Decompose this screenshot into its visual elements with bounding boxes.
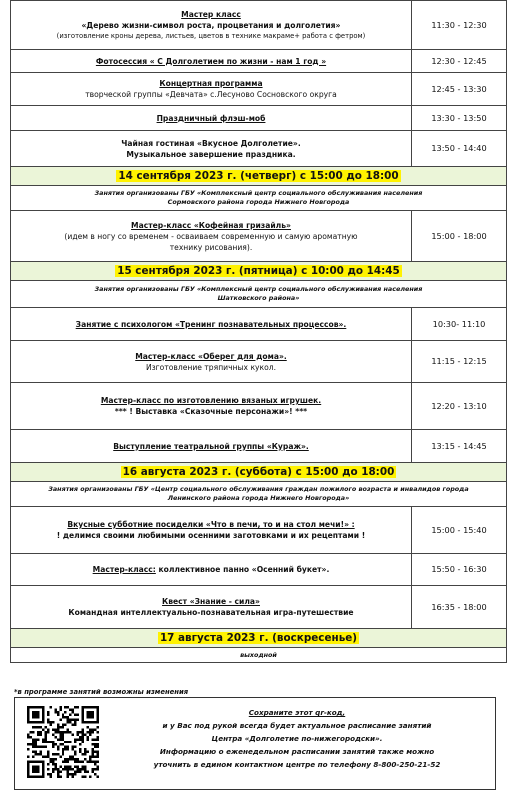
organizer-line: Занятия организованы ГБУ «Центр социального обслуживания граждан пожилого возраста и инвалидов города	[48, 485, 469, 493]
date-header	[11, 262, 507, 281]
event-line: Музыкальное завершение праздника.	[126, 149, 296, 159]
schedule-row	[11, 73, 507, 106]
date-label: 17 августа 2023 г. (воскресенье)	[159, 631, 358, 644]
event-line: Занятие с психологом «Тренинг познавательных процессов».	[75, 319, 347, 329]
event-line: Изготовление тряпичных кукол.	[145, 362, 277, 372]
schedule-row	[11, 211, 507, 262]
event-line: Выступление театральной группы «Кураж».	[113, 441, 309, 451]
qr-info-box	[14, 697, 496, 790]
organizer-row	[11, 482, 507, 507]
event-time: 13:15 - 14:45	[412, 430, 507, 463]
event-line: Фотосессия « С Долголетием по жизни - нам 1 год »	[95, 56, 327, 66]
schedule-row	[11, 106, 507, 131]
event-line: Мастер-класс «Оберег для дома».	[135, 351, 287, 361]
event-line: (изготовление кроны дерева, листьев, цветов в технике макраме+ работа с фетром)	[56, 31, 366, 40]
date-label: 16 августа 2023 г. (суббота) с 15:00 до 18:00	[122, 465, 395, 478]
event-time: 11:30 - 12:30	[412, 1, 507, 50]
event-line: техникy рисования).	[169, 242, 253, 252]
footer-line: Информацию о еженедельном расписании занятий также можно	[159, 747, 435, 756]
schedule-table	[10, 0, 507, 663]
schedule-row	[11, 586, 507, 629]
changes-note: *в программе занятий возможны изменения	[14, 688, 189, 696]
organizer-line: Ленинского района города Нижнего Новгорода»	[167, 494, 350, 502]
organizer-line: Занятия организованы ГБУ «Комплексный центр социального обслуживания населения	[94, 285, 423, 293]
organizer-row	[11, 281, 507, 308]
organizer-row	[11, 186, 507, 211]
footer-line: и у Вас под рукой всегда будет актуальное расписание занятий	[162, 721, 432, 730]
event-line: Мастер-класс по изготовлению вязаных игрушек.	[100, 396, 322, 405]
event-description	[11, 50, 412, 73]
event-time: 16:35 - 18:00	[412, 586, 507, 629]
event-description	[11, 383, 412, 430]
schedule-row	[11, 50, 507, 73]
event-line: Мастер-класс «Кофейная гризайль»	[131, 220, 291, 230]
schedule-row	[11, 131, 507, 167]
event-line: «Дерево жизни-символ роста, процветания и долголетия»	[81, 20, 341, 30]
date-header	[11, 629, 507, 648]
schedule-row	[11, 430, 507, 463]
event-line: Мастер-класс: коллективное панно «Осенний букет».	[92, 565, 330, 574]
schedule-row	[11, 554, 507, 586]
date-label: 15 сентября 2023 г. (пятница) с 10:00 до 14:45	[117, 264, 400, 277]
event-line: Концертная программа	[159, 79, 263, 88]
schedule-row	[11, 308, 507, 341]
event-time: 15:00 - 18:00	[412, 211, 507, 262]
event-description	[11, 341, 412, 383]
qr-info-text	[99, 698, 495, 789]
organizer-line: выходной	[240, 650, 277, 659]
event-description	[11, 73, 412, 106]
event-time: 12:45 - 13:30	[412, 73, 507, 106]
event-line: Мастер класс	[181, 9, 241, 19]
event-description	[11, 554, 412, 586]
event-description	[11, 507, 412, 554]
organizer-line: Сормовского района города Нижнего Новгорода	[167, 198, 350, 206]
event-time: 13:50 - 14:40	[412, 131, 507, 167]
event-time: 10:30- 11:10	[412, 308, 507, 341]
event-line: Чайная гостиная «Вкусное Долголетие».	[121, 138, 301, 148]
event-description	[11, 211, 412, 262]
qr-code-icon[interactable]	[27, 706, 99, 778]
event-time: 13:30 - 13:50	[412, 106, 507, 131]
schedule-row	[11, 341, 507, 383]
footer-line: Центра «Долголетие по-нижегородски».	[211, 734, 383, 743]
organizer-line: Занятия организованы ГБУ «Комплексный центр социального обслуживания населения	[94, 189, 423, 197]
event-description	[11, 106, 412, 131]
footer-line: уточнить в едином контактном центре по телефону 8-800-250-21-52	[153, 760, 441, 769]
date-header	[11, 463, 507, 482]
event-line: Праздничный флэш-моб	[156, 113, 266, 123]
footer-line: Сохраните этот qr-код,	[248, 708, 346, 717]
event-time: 15:00 - 15:40	[412, 507, 507, 554]
event-line: Вкусные субботние посиделки «Что в печи, то и на стол мечи!» :	[67, 520, 355, 529]
schedule-row	[11, 1, 507, 50]
event-description	[11, 131, 412, 167]
event-description	[11, 430, 412, 463]
date-header	[11, 167, 507, 186]
event-time: 15:50 - 16:30	[412, 554, 507, 586]
event-description	[11, 586, 412, 629]
event-line: ! делимся своими любимыми осенними заготовками и их рецептами !	[56, 531, 366, 540]
event-time: 12:20 - 13:10	[412, 383, 507, 430]
event-time: 11:15 - 12:15	[412, 341, 507, 383]
event-description	[11, 1, 412, 50]
event-line: Квест «Знание - сила»	[162, 597, 260, 606]
event-line: творческой группы «Девчата» с.Лесуново Сосновского округа	[85, 90, 337, 99]
event-line: *** ! Выставка «Сказочные персонажи»! ***	[114, 407, 308, 416]
event-time: 12:30 - 12:45	[412, 50, 507, 73]
event-description	[11, 308, 412, 341]
organizer-row	[11, 648, 507, 663]
date-label: 14 сентября 2023 г. (четверг) с 15:00 до 18:00	[118, 169, 399, 182]
event-line: Командная интеллектуально-познавательная игра-путешествие	[68, 608, 354, 617]
schedule-row	[11, 507, 507, 554]
schedule-row	[11, 383, 507, 430]
event-line: (идем в ногу со временем - осваиваем современную и самую ароматную	[64, 231, 358, 241]
organizer-line: Шатковского района»	[217, 294, 300, 302]
